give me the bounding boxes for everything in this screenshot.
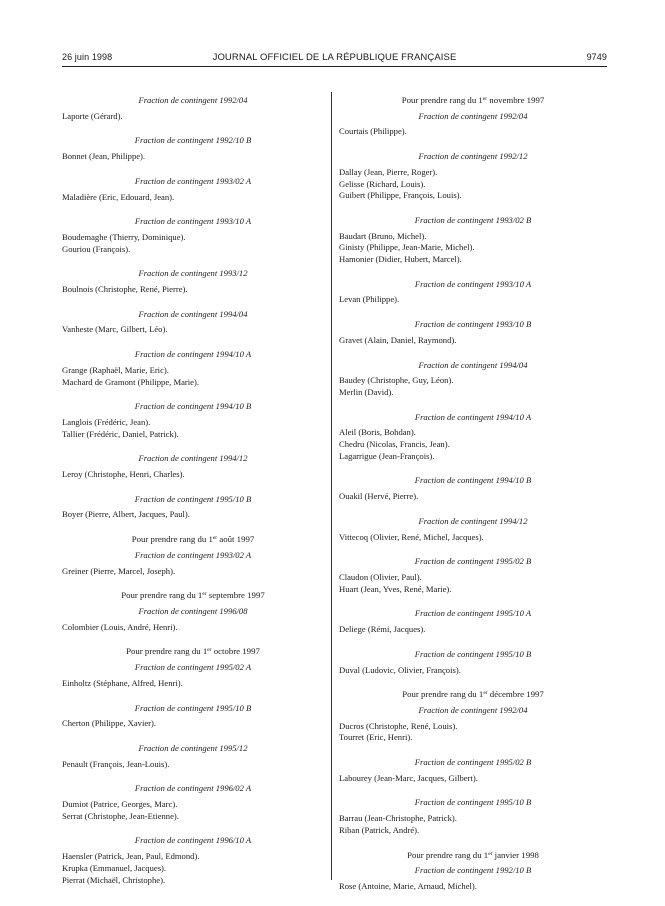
person-name: Vittecoq (Olivier, René, Michel, Jacques). <box>339 531 484 542</box>
contingent-section <box>339 556 607 595</box>
page-header <box>62 52 607 66</box>
fraction-heading: Fraction de contingent 1993/10 A <box>414 278 532 289</box>
header-title: JOURNAL OFFICIEL DE LA RÉPUBLIQUE FRANÇAISE <box>212 52 457 63</box>
person-name: Gravet (Alain, Daniel, Raymond). <box>339 334 457 345</box>
contingent-section <box>339 797 607 836</box>
right-column <box>339 95 607 906</box>
contingent-section <box>62 216 324 255</box>
contingent-section <box>62 835 324 886</box>
person-name: Grange (Raphaël, Marie, Eric). <box>62 364 169 375</box>
person-name: Lagarrigue (Jean-François). <box>339 450 435 461</box>
person-name: Baudart (Bruno, Michel). <box>339 230 427 241</box>
person-name: Ouakil (Hervé, Pierre). <box>339 491 419 502</box>
rank-date-heading <box>62 534 324 546</box>
contingent-section <box>339 757 607 784</box>
contingent-section <box>62 401 324 440</box>
person-name: Boudemaghe (Thierry, Dominique). <box>62 231 186 242</box>
contingent-section <box>339 649 607 676</box>
person-name: Tourret (Eric, Henri). <box>339 732 413 743</box>
rank-text: Pour prendre rang du 1 <box>402 689 484 700</box>
fraction-heading: Fraction de contingent 1994/04 <box>138 308 248 319</box>
contingent-section <box>339 95 607 138</box>
contingent-section <box>62 176 324 203</box>
person-name: Boyer (Pierre, Albert, Jacques, Paul). <box>62 509 190 520</box>
fraction-heading: Fraction de contingent 1995/10 A <box>414 608 532 619</box>
contingent-section <box>62 590 324 633</box>
contingent-section <box>339 475 607 502</box>
person-name: Einholtz (Stéphane, Alfred, Henri). <box>62 677 183 688</box>
person-name: Hamonier (Didier, Hubert, Marcel). <box>339 254 462 265</box>
contingent-section <box>62 703 324 730</box>
person-name: Cherton (Philippe, Xavier). <box>62 718 157 729</box>
fraction-heading: Fraction de contingent 1993/02 B <box>414 214 532 225</box>
column-divider <box>331 92 332 880</box>
header-rule <box>62 66 607 67</box>
rank-date-heading <box>339 850 607 862</box>
person-name: Dallay (Jean, Pierre, Roger). <box>339 166 438 177</box>
rank-ordinal: er <box>207 647 212 654</box>
person-name: Colombier (Louis, André, Henri). <box>62 621 178 632</box>
person-name: Vanheste (Marc, Gilbert, Léo). <box>62 324 168 335</box>
person-name: Gouriou (François). <box>62 243 131 254</box>
contingent-section <box>62 783 324 822</box>
fraction-heading: Fraction de contingent 1996/10 A <box>134 835 252 846</box>
left-column <box>62 95 324 899</box>
fraction-heading: Fraction de contingent 1994/12 <box>138 453 248 464</box>
rank-month: octobre 1997 <box>211 646 260 657</box>
contingent-section <box>62 534 324 577</box>
person-name: Pierrat (Michaël, Christophe). <box>62 874 166 885</box>
rank-text: Pour prendre rang du 1 <box>401 95 483 105</box>
person-name: Aleil (Boris, Bohdan). <box>339 427 416 438</box>
header-page-number: 9749 <box>586 52 607 62</box>
person-name: Tallier (Frédéric, Daniel, Patrick). <box>62 428 179 439</box>
fraction-heading: Fraction de contingent 1995/12 <box>138 742 248 753</box>
person-name: Serrat (Christophe, Jean-Etienne). <box>62 810 179 821</box>
person-name: Greiner (Pierre, Marcel, Joseph). <box>62 565 176 576</box>
person-name: Krupka (Emmanuel, Jacques). <box>62 862 167 873</box>
person-name: Boulnois (Christophe, René, Pierre). <box>62 284 188 295</box>
contingent-section <box>339 215 607 266</box>
fraction-heading: Fraction de contingent 1996/08 <box>138 605 248 616</box>
fraction-heading: Fraction de contingent 1993/10 A <box>134 216 252 227</box>
fraction-heading: Fraction de contingent 1992/12 <box>418 151 528 162</box>
person-name: Guibert (Philippe, François, Louis). <box>339 190 462 201</box>
contingent-section <box>62 646 324 689</box>
person-name: Merlin (David). <box>339 386 394 397</box>
header-date: 26 juin 1998 <box>62 52 113 62</box>
contingent-section <box>339 279 607 306</box>
person-name: Maladière (Eric, Edouard, Jean). <box>62 191 175 202</box>
rank-month: décembre 1997 <box>487 689 544 700</box>
fraction-heading: Fraction de contingent 1995/02 A <box>134 662 252 673</box>
fraction-heading: Fraction de contingent 1994/10 B <box>414 475 532 486</box>
rank-ordinal: er <box>482 96 488 102</box>
rank-ordinal: er <box>212 535 218 542</box>
fraction-heading: Fraction de contingent 1996/02 A <box>134 783 252 794</box>
contingent-section <box>339 412 607 463</box>
contingent-section <box>62 494 324 521</box>
contingent-section <box>339 850 607 893</box>
fraction-heading: Fraction de contingent 1995/10 B <box>414 797 532 808</box>
person-name: Haensler (Patrick, Jean, Paul, Edmond). <box>62 851 200 862</box>
person-name: Gelisse (Richard, Louis). <box>339 178 426 189</box>
rank-month: août 1997 <box>217 534 255 545</box>
rank-month: novembre 1997 <box>487 95 545 105</box>
rank-month: janvier 1998 <box>492 849 539 860</box>
contingent-section <box>62 135 324 162</box>
contingent-section <box>339 360 607 399</box>
person-name: Ginisty (Philippe, Jean-Marie, Michel). <box>339 242 475 253</box>
fraction-heading: Fraction de contingent 1993/02 A <box>134 549 252 560</box>
fraction-heading: Fraction de contingent 1993/12 <box>138 268 248 279</box>
fraction-heading: Fraction de contingent 1994/10 B <box>134 401 252 412</box>
contingent-section <box>339 689 607 744</box>
fraction-heading: Fraction de contingent 1994/10 A <box>134 349 252 360</box>
fraction-heading: Fraction de contingent 1992/10 B <box>134 135 252 146</box>
contingent-section <box>62 349 324 388</box>
rank-month: septembre 1997 <box>206 590 265 601</box>
person-name: Labourey (Jean-Marc, Jacques, Gilbert). <box>339 772 478 783</box>
person-name: Riban (Patrick, André). <box>339 824 420 835</box>
fraction-heading: Fraction de contingent 1992/04 <box>418 704 528 715</box>
fraction-heading: Fraction de contingent 1993/02 A <box>134 175 252 186</box>
fraction-heading: Fraction de contingent 1992/04 <box>418 110 528 121</box>
fraction-heading: Fraction de contingent 1995/10 B <box>414 648 532 659</box>
contingent-section <box>339 319 607 346</box>
person-name: Chedru (Nicolas, Francis, Jean). <box>339 439 450 450</box>
fraction-heading: Fraction de contingent 1995/02 B <box>414 757 532 768</box>
fraction-heading: Fraction de contingent 1992/04 <box>138 95 248 105</box>
contingent-section <box>62 95 324 122</box>
fraction-heading: Fraction de contingent 1994/04 <box>418 359 528 370</box>
person-name: Leroy (Christophe, Henri, Charles). <box>62 469 185 480</box>
rank-ordinal: er <box>488 850 493 857</box>
fraction-heading: Fraction de contingent 1995/10 B <box>134 493 252 504</box>
person-name: Rose (Antoine, Marie, Arnaud, Michel). <box>339 880 477 891</box>
fraction-heading: Fraction de contingent 1995/10 B <box>134 702 252 713</box>
rank-date-heading <box>62 590 324 602</box>
contingent-section <box>339 516 607 543</box>
person-name: Machard de Gramont (Philippe, Marie). <box>62 376 199 387</box>
person-name: Ducros (Christophe, René, Louis). <box>339 720 458 731</box>
rank-text: Pour prendre rang du 1 <box>407 849 489 860</box>
rank-date-heading <box>339 95 607 107</box>
person-name: Duval (Ludovic, Olivier, François). <box>339 664 461 675</box>
person-name: Baudey (Christophe, Guy, Léon). <box>339 375 454 386</box>
person-name: Huart (Jean, Yves, René, Marie). <box>339 583 452 594</box>
rank-date-heading <box>62 646 324 658</box>
contingent-section <box>339 151 607 202</box>
rank-text: Pour prendre rang du 1 <box>121 590 203 601</box>
person-name: Laporte (Gérard). <box>62 110 123 121</box>
fraction-heading: Fraction de contingent 1994/10 A <box>414 411 532 422</box>
rank-text: Pour prendre rang du 1 <box>126 646 208 657</box>
person-name: Courtais (Philippe). <box>339 126 407 137</box>
fraction-heading: Fraction de contingent 1993/10 B <box>414 319 532 330</box>
person-name: Penault (François, Jean-Louis). <box>62 758 170 769</box>
person-name: Levan (Philippe). <box>339 294 400 305</box>
fraction-heading: Fraction de contingent 1995/02 B <box>414 556 532 567</box>
contingent-section <box>339 608 607 635</box>
person-name: Claudon (Olivier, Paul). <box>339 571 422 582</box>
contingent-section <box>62 743 324 770</box>
person-name: Barrau (Jean-Christophe, Patrick). <box>339 813 457 824</box>
contingent-section <box>62 453 324 480</box>
fraction-heading: Fraction de contingent 1994/12 <box>418 515 528 526</box>
fraction-heading: Fraction de contingent 1992/10 B <box>414 865 532 876</box>
contingent-section <box>62 309 324 336</box>
rank-text: Pour prendre rang du 1 <box>131 534 213 545</box>
person-name: Dumiot (Patrice, Georges, Marc). <box>62 799 178 810</box>
person-name: Deliege (Rémi, Jacques). <box>339 624 426 635</box>
contingent-section <box>62 268 324 295</box>
person-name: Langlois (Frédéric, Jean). <box>62 416 151 427</box>
person-name: Bonnet (Jean, Philippe). <box>62 151 146 162</box>
rank-ordinal: er <box>483 690 488 697</box>
rank-ordinal: er <box>202 591 207 598</box>
rank-date-heading <box>339 689 607 701</box>
